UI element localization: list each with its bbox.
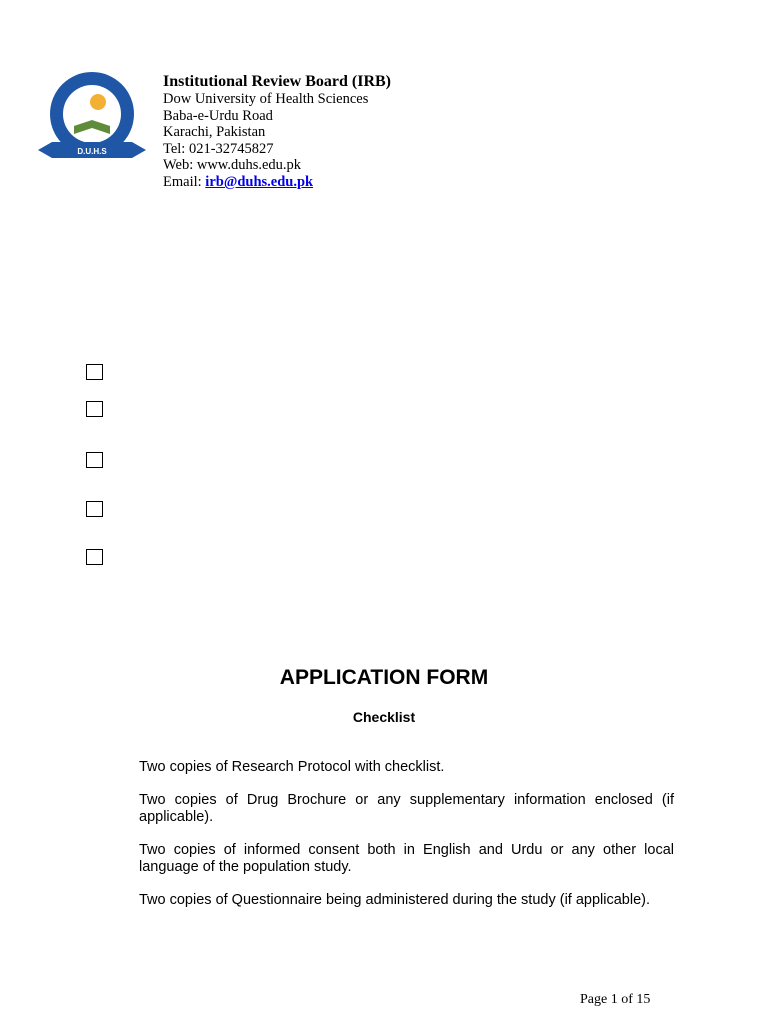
checkbox-5[interactable] [86,549,103,565]
checklist-item-protocol: Two copies of Research Protocol with checklist. [139,759,445,775]
email-line [163,174,391,191]
email-link[interactable]: irb@duhs.edu.pk [205,173,314,190]
logo-inner-disc [63,85,121,143]
checkbox-2[interactable] [86,401,103,417]
org-title: Institutional Review Board (IRB) [163,73,392,90]
checkbox-4[interactable] [86,501,103,517]
checklist-item-drug-brochure: Two copies of Drug Brochure or any supplementary information enclosed (if applicable). [139,792,674,825]
telephone-line: Tel: 021-32745827 [163,140,274,157]
checkbox-3[interactable] [86,452,103,468]
letterhead [163,72,391,191]
email-label: Email: [163,173,206,190]
logo-sun-icon [90,94,106,110]
logo-ribbon-text: D.U.H.S [77,147,107,156]
university-logo [36,70,148,170]
checklist-item-informed-consent: Two copies of informed consent both in English and Urdu or any other local language of the population study. [139,842,674,875]
checkbox-1[interactable] [86,364,103,380]
checklist [139,759,674,925]
checklist-item-questionnaire: Two copies of Questionnaire being administered during the study (if applicable). [139,892,651,908]
website-line: Web: www.duhs.edu.pk [163,157,302,174]
address-line-city: Karachi, Pakistan [163,124,266,141]
address-line-university: Dow University of Health Sciences [163,91,369,107]
page-number: Page 1 of 15 [580,992,651,1007]
address-line-road: Baba-e-Urdu Road [163,107,273,124]
form-subtitle: Checklist [352,709,416,725]
form-title: APPLICATION FORM [279,666,489,689]
